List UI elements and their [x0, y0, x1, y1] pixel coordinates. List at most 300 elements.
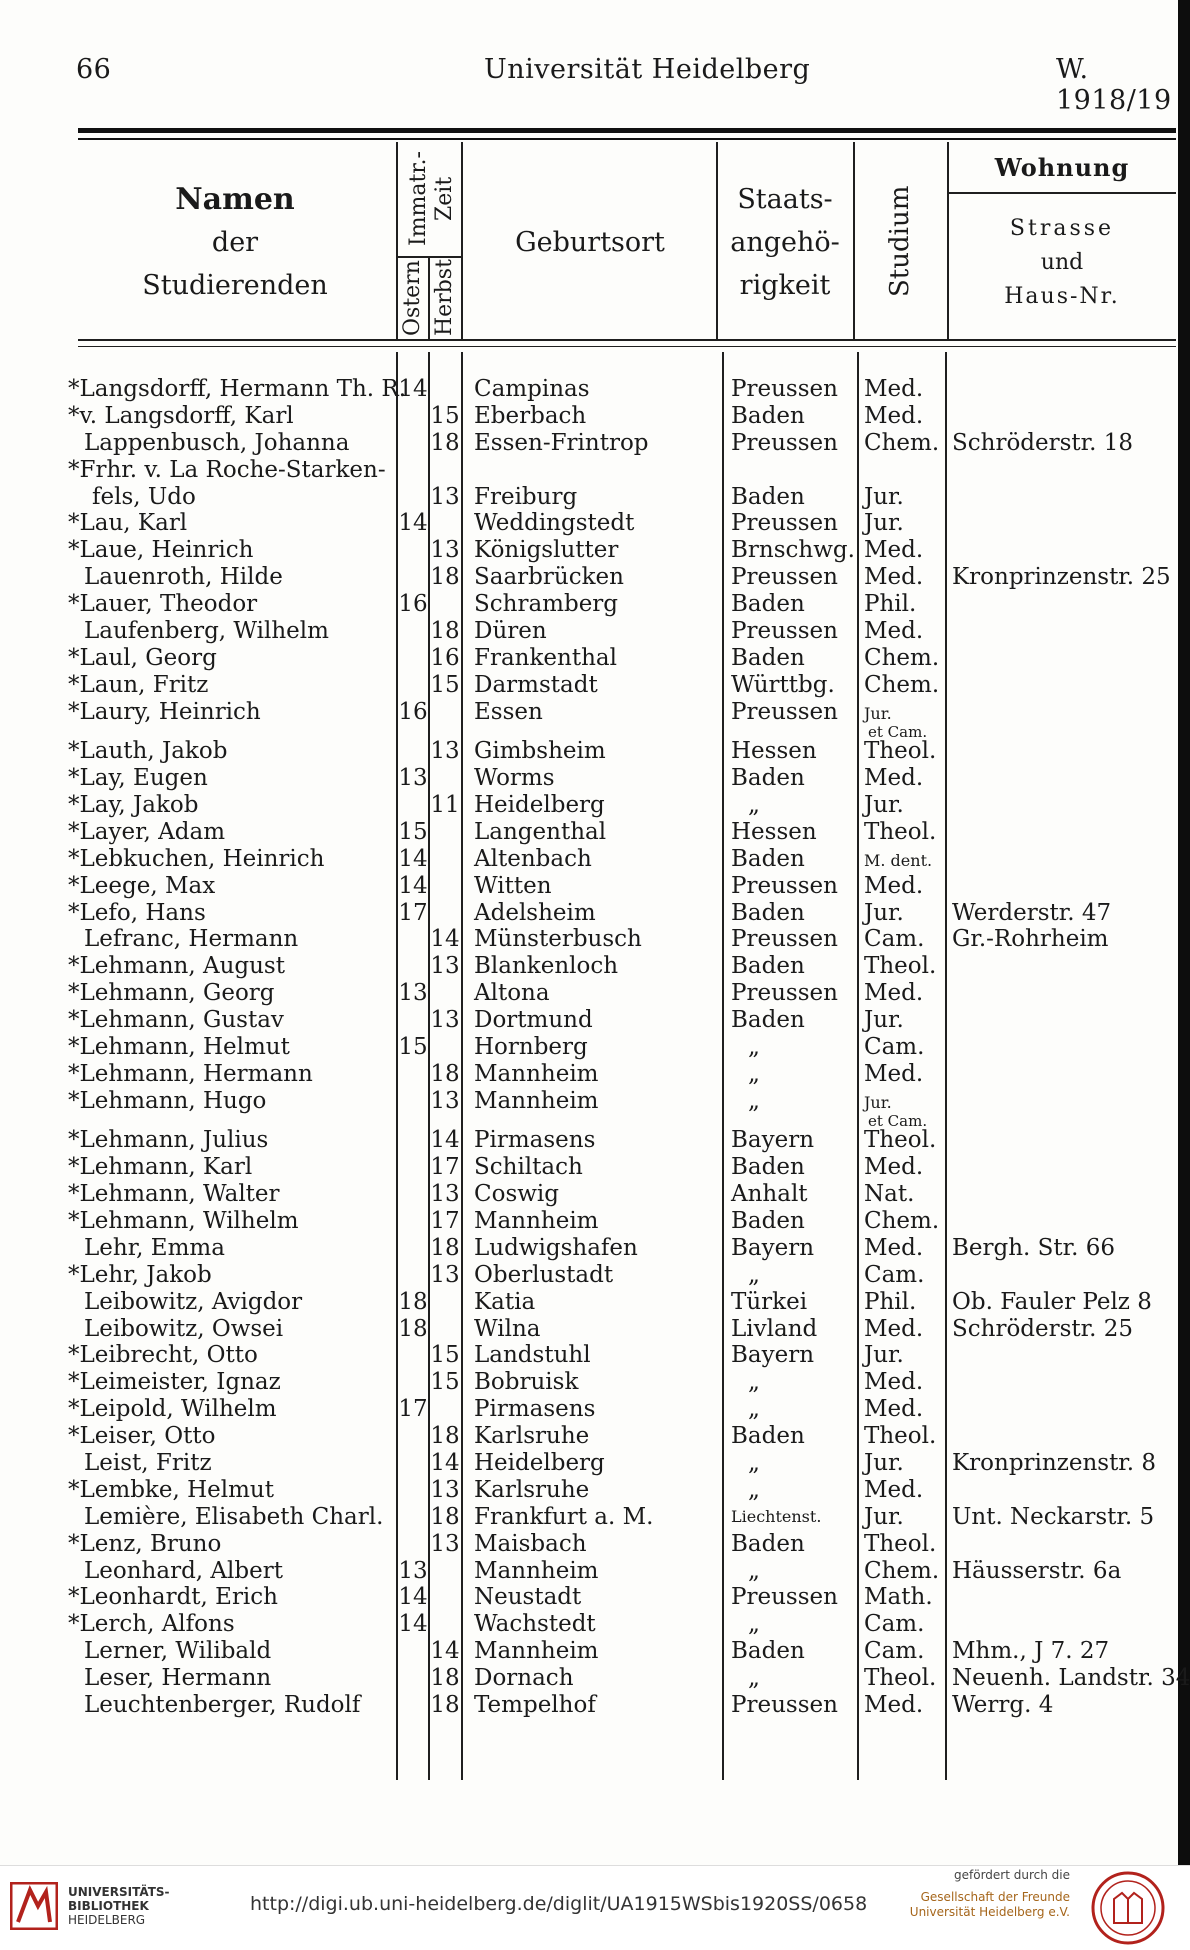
- nationality: Baden: [731, 1154, 805, 1181]
- page-title: Universität Heidelberg: [484, 54, 811, 85]
- top-rule-thin: [78, 138, 1176, 140]
- student-name: Leibowitz, Avigdor: [84, 1288, 303, 1315]
- student-name: *Lehmann, Walter: [68, 1181, 280, 1208]
- study-field: [864, 953, 936, 980]
- study-field-main: Med.: [864, 1315, 924, 1342]
- study-field: [864, 819, 936, 846]
- funding-note: [905, 1868, 1070, 1920]
- student-row: [0, 900, 1178, 927]
- study-field-main: Chem.: [864, 644, 940, 671]
- address: Häusserstr. 6a: [952, 1557, 1122, 1584]
- birthplace: Witten: [474, 872, 552, 899]
- student-name: *Lenz, Bruno: [68, 1530, 222, 1557]
- student-name: Leser, Hermann: [84, 1665, 272, 1692]
- birthplace: Bobruisk: [474, 1369, 579, 1396]
- study-field-main: Theol.: [864, 738, 937, 765]
- student-name: *Lefo, Hans: [68, 899, 206, 926]
- birthplace: Karlsruhe: [474, 1423, 590, 1450]
- birthplace: Wilna: [474, 1315, 541, 1342]
- birthplace: Campinas: [474, 376, 590, 402]
- birthplace: Essen-Frintrop: [474, 429, 649, 456]
- student-row: [0, 792, 1178, 819]
- student-row: [0, 738, 1178, 765]
- study-field-main: Med.: [864, 402, 924, 429]
- immatr-ostern: 14: [398, 376, 428, 402]
- student-row: [0, 1289, 1178, 1316]
- header-strasse-line3: Haus-Nr.: [1004, 284, 1120, 309]
- funded-by-label: gefördert durch die: [954, 1868, 1070, 1882]
- immatr-herbst: 13: [430, 738, 460, 765]
- study-field-main: Chem.: [864, 671, 940, 698]
- student-row: [0, 537, 1178, 564]
- student-name: *Lehmann, Julius: [68, 1127, 269, 1154]
- birthplace: Darmstadt: [474, 671, 598, 698]
- study-field-main: Chem.: [864, 1207, 940, 1234]
- study-field-main: M. dent.: [864, 850, 933, 870]
- immatr-herbst: 18: [430, 1234, 460, 1261]
- birthplace: Neustadt: [474, 1584, 582, 1611]
- study-field-main: Chem.: [864, 1557, 940, 1584]
- birthplace: Heidelberg: [474, 791, 605, 818]
- student-name: *Leonhardt, Erich: [68, 1584, 278, 1611]
- student-row: [0, 510, 1178, 537]
- student-name: *Lehmann, Georg: [68, 980, 275, 1007]
- student-name: *Lauth, Jakob: [68, 738, 228, 765]
- nationality: Baden: [731, 591, 805, 618]
- study-field-main: Med.: [864, 872, 924, 899]
- student-row: [0, 1611, 1178, 1638]
- student-row: [0, 1262, 1178, 1289]
- nationality: „: [748, 1261, 760, 1288]
- birthplace: Maisbach: [474, 1530, 587, 1557]
- header-name-line1: Namen: [175, 182, 295, 217]
- nationality: Baden: [731, 1638, 805, 1665]
- student-row: [0, 980, 1178, 1007]
- address: Ob. Fauler Pelz 8: [952, 1288, 1152, 1315]
- study-field-main: Jur.: [864, 1503, 904, 1530]
- student-row: [0, 1088, 1178, 1128]
- immatr-herbst: 17: [430, 1207, 460, 1234]
- study-field: [864, 1531, 936, 1558]
- student-row: [0, 1235, 1178, 1262]
- student-name: *Lebkuchen, Heinrich: [68, 845, 325, 872]
- birthplace: Mannheim: [474, 1207, 599, 1234]
- student-row: [0, 1423, 1178, 1450]
- student-name: Lemière, Elisabeth Charl.: [84, 1503, 384, 1530]
- student-row: [0, 1369, 1178, 1396]
- header-immatr-zeit: Immatr.-Zeit: [406, 151, 457, 247]
- nationality: „: [748, 791, 760, 818]
- nationality: Preussen: [731, 510, 838, 537]
- nationality: Preussen: [731, 872, 838, 899]
- student-row: [0, 699, 1178, 739]
- immatr-ostern: 15: [398, 1033, 428, 1060]
- immatr-ostern: 16: [398, 698, 428, 725]
- student-row: [0, 1477, 1178, 1504]
- header-name-line3: Studierenden: [142, 270, 328, 301]
- study-field: [864, 792, 904, 819]
- birthplace: Düren: [474, 618, 547, 645]
- nationality: Preussen: [731, 564, 838, 591]
- nationality: Baden: [731, 765, 805, 792]
- student-name: Lappenbusch, Johanna: [84, 429, 350, 456]
- address: Neuenh. Landstr. 34: [952, 1665, 1190, 1692]
- header-staat-line2: angehö-: [730, 227, 840, 258]
- immatr-herbst: 13: [430, 483, 460, 510]
- study-field-main: Nat.: [864, 1181, 915, 1208]
- immatr-herbst: 17: [430, 1154, 460, 1181]
- student-name: *Laul, Georg: [68, 644, 217, 671]
- student-row: [0, 1504, 1178, 1531]
- student-row: [0, 819, 1178, 846]
- immatr-ostern: 14: [398, 1584, 428, 1611]
- study-field-main: Jur.: [864, 703, 892, 723]
- student-row: [0, 926, 1178, 953]
- birthplace: Mannheim: [474, 1060, 599, 1087]
- student-row: [0, 672, 1178, 699]
- immatr-herbst: 18: [430, 1665, 460, 1692]
- study-field-main: Med.: [864, 564, 924, 591]
- student-row: [0, 765, 1178, 792]
- immatr-herbst: 14: [430, 1449, 460, 1476]
- study-field: [864, 926, 924, 953]
- header-staat-line3: rigkeit: [739, 270, 831, 301]
- nationality: „: [748, 1557, 760, 1584]
- student-name: Leist, Fritz: [84, 1449, 212, 1476]
- immatr-ostern: 18: [398, 1315, 428, 1342]
- student-row: [0, 1450, 1178, 1477]
- immatr-herbst: 13: [430, 1261, 460, 1288]
- student-row: [0, 1531, 1178, 1558]
- immatr-herbst: 13: [430, 1087, 460, 1114]
- nationality: Baden: [731, 402, 805, 429]
- student-name: *Laue, Heinrich: [68, 537, 254, 564]
- study-field-main: Cam.: [864, 1033, 925, 1060]
- study-field: [864, 1127, 936, 1154]
- student-name: Laufenberg, Wilhelm: [84, 618, 329, 645]
- study-field: [864, 738, 936, 765]
- student-name: *Lehmann, Gustav: [68, 1007, 284, 1034]
- study-field-main: Phil.: [864, 1288, 917, 1315]
- scan-edge: [1178, 0, 1190, 1865]
- student-row: [0, 846, 1178, 873]
- header-studium: Studium: [885, 185, 915, 297]
- student-name: *Layer, Adam: [68, 818, 226, 845]
- student-name: *Lerch, Alfons: [68, 1611, 235, 1638]
- nationality: Preussen: [731, 1584, 838, 1611]
- study-field: [864, 1504, 904, 1531]
- immatr-herbst: 15: [430, 1342, 460, 1369]
- study-field: [864, 1007, 904, 1034]
- birthplace: Mannheim: [474, 1557, 599, 1584]
- student-row: [0, 1342, 1178, 1369]
- student-row: [0, 1558, 1178, 1585]
- student-name: *Leipold, Wilhelm: [68, 1396, 277, 1423]
- study-field: [864, 1289, 916, 1316]
- birthplace: Dortmund: [474, 1007, 593, 1034]
- birthplace: Frankfurt a. M.: [474, 1503, 654, 1530]
- birthplace: Schramberg: [474, 591, 619, 618]
- birthplace: Mannheim: [474, 1087, 599, 1114]
- student-row: [0, 953, 1178, 980]
- immatr-herbst: 13: [430, 1007, 460, 1034]
- immatr-herbst: 18: [430, 1691, 460, 1718]
- immatr-herbst: 15: [430, 402, 460, 429]
- birthplace: Eberbach: [474, 402, 587, 429]
- birthplace: Münsterbusch: [474, 926, 642, 953]
- student-name: *Lay, Eugen: [68, 765, 208, 792]
- student-name: *Laury, Heinrich: [68, 698, 261, 725]
- birthplace: Gimbsheim: [474, 738, 606, 765]
- nationality: Preussen: [731, 618, 838, 645]
- birthplace: Ludwigshafen: [474, 1234, 638, 1261]
- birthplace: Hornberg: [474, 1033, 588, 1060]
- library-name: [68, 1885, 170, 1927]
- immatr-herbst: 18: [430, 1503, 460, 1530]
- birthplace: Freiburg: [474, 483, 578, 510]
- student-name: *Laun, Fritz: [68, 671, 209, 698]
- immatr-herbst: 13: [430, 1181, 460, 1208]
- study-field: [864, 1423, 936, 1450]
- student-name: *Lembke, Helmut: [68, 1476, 274, 1503]
- student-name: Lauenroth, Hilde: [84, 564, 283, 591]
- study-field-main: Theol.: [864, 818, 937, 845]
- student-row: [0, 591, 1178, 618]
- society-name-line2: Universität Heidelberg e.V.: [909, 1905, 1070, 1919]
- immatr-ostern: 13: [398, 1557, 428, 1584]
- nationality: Baden: [731, 644, 805, 671]
- address: Kronprinzenstr. 8: [952, 1449, 1157, 1476]
- immatr-herbst: 18: [430, 618, 460, 645]
- address: Gr.-Rohrheim: [952, 926, 1109, 953]
- study-field: [864, 1665, 936, 1692]
- library-line: HEIDELBERG: [68, 1913, 146, 1927]
- immatr-herbst: 18: [430, 1423, 460, 1450]
- birthplace: Pirmasens: [474, 1127, 596, 1154]
- study-field: [864, 1181, 914, 1208]
- study-field: [864, 1584, 933, 1611]
- birthplace: Heidelberg: [474, 1449, 605, 1476]
- birthplace: Katia: [474, 1288, 536, 1315]
- nationality: Preussen: [731, 980, 838, 1007]
- immatr-herbst: 13: [430, 1476, 460, 1503]
- library-logo-icon: [10, 1882, 58, 1930]
- study-field: [864, 618, 923, 645]
- study-field: [864, 1088, 928, 1130]
- nationality: Bayern: [731, 1342, 815, 1369]
- study-field-main: Theol.: [864, 1127, 937, 1154]
- study-field-main: Math.: [864, 1584, 933, 1611]
- address: Werderstr. 47: [952, 899, 1112, 926]
- study-field: [864, 900, 904, 927]
- nationality: Preussen: [731, 429, 838, 456]
- study-field: [864, 980, 923, 1007]
- header-geburtsort: Geburtsort: [515, 227, 665, 258]
- immatr-herbst: 18: [430, 1060, 460, 1087]
- study-field-main: Med.: [864, 980, 924, 1007]
- study-field: [864, 846, 932, 875]
- nationality: Bayern: [731, 1127, 815, 1154]
- immatr-herbst: 16: [430, 644, 460, 671]
- study-field-sub: et Cam.: [868, 1111, 928, 1130]
- col-divider: [461, 142, 463, 340]
- study-field-sub: et Cam.: [868, 722, 928, 741]
- student-name: fels, Udo: [92, 483, 196, 510]
- immatr-ostern: 14: [398, 1611, 428, 1638]
- birthplace: Altenbach: [474, 845, 592, 872]
- study-field: [864, 1692, 923, 1719]
- university-seal-icon: [1088, 1869, 1168, 1947]
- nationality: Brnschwg.: [731, 537, 855, 564]
- student-row: [0, 1061, 1178, 1088]
- study-field-main: Med.: [864, 1476, 924, 1503]
- study-field-main: Med.: [864, 1154, 924, 1181]
- student-name: Lerner, Wilibald: [84, 1638, 272, 1665]
- header-strasse-line1: Strasse: [1009, 216, 1115, 241]
- student-name: *Lehr, Jakob: [68, 1261, 212, 1288]
- study-field-main: Theol.: [864, 1423, 937, 1450]
- top-rule: [78, 128, 1176, 133]
- student-name: *Frhr. v. La Roche-Starken-: [68, 456, 386, 483]
- study-field: [864, 1638, 924, 1665]
- study-field-main: Med.: [864, 765, 924, 792]
- nationality: Liechtenst.: [731, 1506, 822, 1526]
- study-field-main: Jur.: [864, 483, 904, 510]
- source-url-link[interactable]: http://digi.ub.uni-heidelberg.de/diglit/UA1915WSbis1920SS/0658: [250, 1893, 868, 1915]
- student-row: [0, 484, 1178, 511]
- study-field-main: Cam.: [864, 1261, 925, 1288]
- birthplace: Schiltach: [474, 1154, 583, 1181]
- col-divider: [853, 142, 855, 340]
- study-field: [864, 873, 923, 900]
- study-field-main: Med.: [864, 1396, 924, 1423]
- student-name: *Leibrecht, Otto: [68, 1342, 258, 1369]
- birthplace: Essen: [474, 698, 543, 725]
- study-field: [864, 403, 923, 430]
- nationality: Baden: [731, 953, 805, 980]
- study-field: [864, 591, 916, 618]
- student-name: *Lay, Jakob: [68, 791, 199, 818]
- study-field: [864, 1154, 923, 1181]
- student-name: *Leimeister, Ignaz: [68, 1369, 281, 1396]
- address: Schröderstr. 18: [952, 429, 1134, 456]
- study-field-main: Med.: [864, 618, 924, 645]
- study-field: [864, 765, 923, 792]
- col-divider: [428, 258, 430, 340]
- study-field: [864, 1558, 939, 1585]
- col-divider: [396, 142, 398, 340]
- nationality: „: [748, 1060, 760, 1087]
- study-field: [864, 1369, 923, 1396]
- birthplace: Dornach: [474, 1665, 574, 1692]
- nationality: „: [748, 1369, 760, 1396]
- header-wohnung: Wohnung: [994, 153, 1130, 182]
- study-field-main: Cam.: [864, 1611, 925, 1638]
- nationality: Hessen: [731, 818, 817, 845]
- birthplace: Coswig: [474, 1181, 560, 1208]
- student-row: [0, 430, 1178, 457]
- birthplace: Weddingstedt: [474, 510, 635, 537]
- study-field: [864, 1235, 923, 1262]
- immatr-herbst: 15: [430, 1369, 460, 1396]
- study-field-main: Med.: [864, 537, 924, 564]
- study-field-main: Jur.: [864, 510, 904, 537]
- student-row: [0, 645, 1178, 672]
- study-field: [864, 1396, 923, 1423]
- study-field: [864, 645, 939, 672]
- student-name: *Lau, Karl: [68, 510, 188, 537]
- header-name-line2: der: [211, 227, 259, 258]
- study-field-main: Chem.: [864, 429, 940, 456]
- immatr-ostern: 14: [398, 510, 428, 537]
- study-field: [864, 430, 939, 457]
- study-field-main: Med.: [864, 1369, 924, 1396]
- nationality: Baden: [731, 845, 805, 872]
- study-field-main: Jur.: [864, 791, 904, 818]
- nationality: „: [748, 1476, 760, 1503]
- student-name: *Langsdorff, Hermann Th. R.: [68, 376, 407, 402]
- birthplace: Blankenloch: [474, 953, 619, 980]
- address: Bergh. Str. 66: [952, 1234, 1116, 1261]
- student-name: *Lehmann, Wilhelm: [68, 1207, 299, 1234]
- immatr-ostern: 17: [398, 899, 428, 926]
- student-row: [0, 457, 1178, 484]
- student-table: [0, 376, 1190, 1719]
- student-row: [0, 1154, 1178, 1181]
- immatr-herbst: 14: [430, 1127, 460, 1154]
- student-name: *Leege, Max: [68, 872, 216, 899]
- birthplace: Langenthal: [474, 818, 607, 845]
- student-row: [0, 1584, 1178, 1611]
- immatr-ostern: 14: [398, 872, 428, 899]
- birthplace: Frankenthal: [474, 644, 617, 671]
- nationality: Hessen: [731, 738, 817, 765]
- study-field: [864, 1208, 939, 1235]
- immatr-divider: [396, 256, 462, 258]
- nationality: Preussen: [731, 698, 838, 725]
- student-name: *Lauer, Theodor: [68, 591, 258, 618]
- birthplace: Karlsruhe: [474, 1476, 590, 1503]
- immatr-herbst: 14: [430, 926, 460, 953]
- birthplace: Landstuhl: [474, 1342, 591, 1369]
- address: Mhm., J 7. 27: [952, 1638, 1110, 1665]
- address: Schröderstr. 25: [952, 1315, 1134, 1342]
- immatr-ostern: 13: [398, 980, 428, 1007]
- study-field-main: Cam.: [864, 926, 925, 953]
- student-row: [0, 1181, 1178, 1208]
- nationality: „: [748, 1611, 760, 1638]
- nationality: Württbg.: [731, 671, 835, 698]
- study-field-main: Med.: [864, 1234, 924, 1261]
- study-field: [864, 376, 923, 403]
- address: Kronprinzenstr. 25: [952, 564, 1171, 591]
- address: Unt. Neckarstr. 5: [952, 1503, 1155, 1530]
- study-field: [864, 484, 904, 511]
- student-name: Leibowitz, Owsei: [84, 1315, 284, 1342]
- study-field: [864, 1450, 904, 1477]
- nationality: Baden: [731, 1207, 805, 1234]
- nationality: „: [748, 1087, 760, 1114]
- nationality: Baden: [731, 899, 805, 926]
- nationality: „: [748, 1665, 760, 1692]
- student-name: *Lehmann, Karl: [68, 1154, 253, 1181]
- student-row: [0, 376, 1178, 403]
- header-strasse-line2: und: [1040, 250, 1084, 275]
- nationality: Anhalt: [731, 1181, 808, 1208]
- nationality: Baden: [731, 1007, 805, 1034]
- header-bottom-rule-thin: [78, 346, 1176, 347]
- student-row: [0, 618, 1178, 645]
